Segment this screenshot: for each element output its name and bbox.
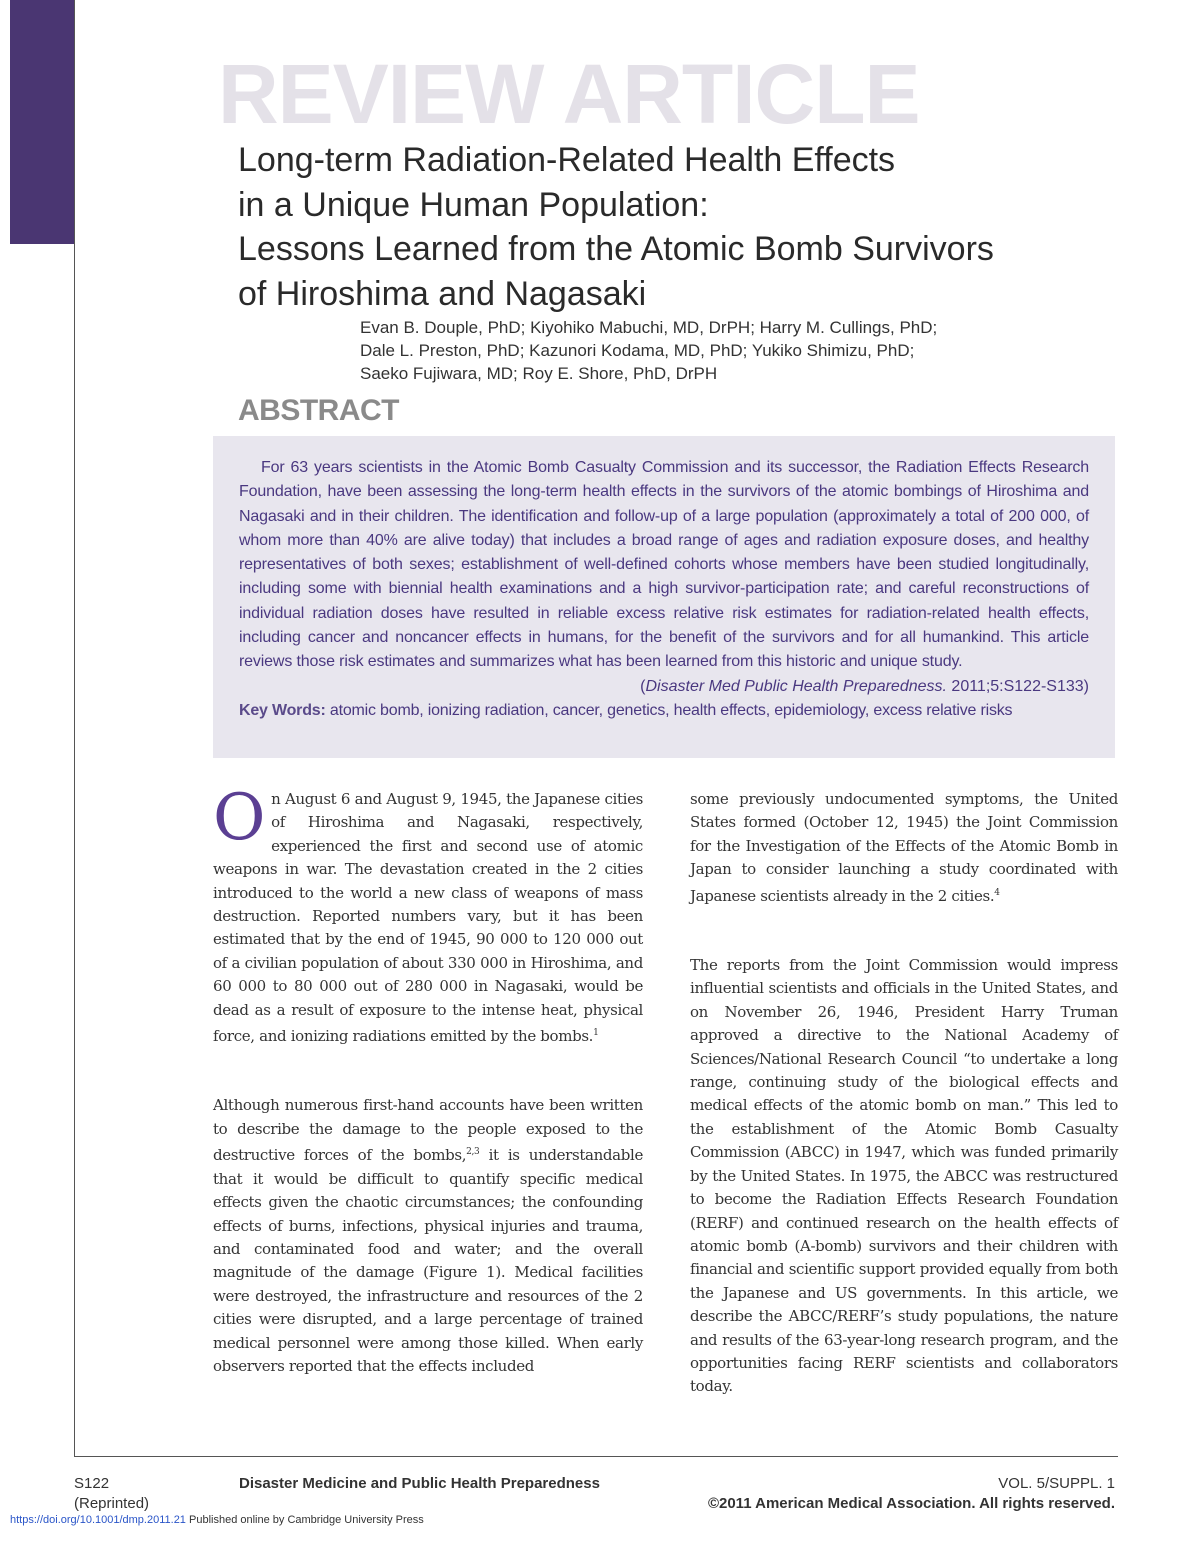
abstract-citation	[239, 675, 1089, 699]
paragraph-text: it is understandable that it would be difficult to quantify specific medical effects given the chaotic circumstances; the confounding effects of burns, infections, physical injuries and trauma, and contaminated food and water; and the overall magnitude of the damage (Figure 1). Medical facilities were destroyed, the infrastructure and resources of the 2 cities were disrupted, and a large percentage of trained medical personnel were among those killed. When early observers reported that the effects included	[213, 1146, 643, 1375]
author-list	[360, 316, 1120, 385]
footer-copyright: ©2011 American Medical Association. All rights reserved.	[707, 1495, 1115, 1512]
footer-journal-name: Disaster Medicine and Public Health Preparedness	[239, 1475, 600, 1492]
title-line: Lessons Learned from the Atomic Bomb Survivors	[238, 230, 994, 268]
citation-details: 2011;5:S122-S133)	[946, 677, 1089, 695]
keywords-label: Key Words:	[239, 701, 326, 719]
reference-superscript[interactable]: 4	[994, 887, 1000, 898]
bottom-rule	[74, 1456, 1118, 1457]
author-line: Dale L. Preston, PhD; Kazunori Kodama, MD, PhD; Yukiko Shimizu, PhD;	[360, 341, 915, 360]
body-paragraph	[690, 788, 1118, 908]
title-line: of Hiroshima and Nagasaki	[238, 274, 647, 313]
body-paragraph	[213, 781, 643, 1048]
body-column-right	[690, 788, 1118, 1399]
paragraph-text: Although numerous first-hand accounts have been written to describe the damage to the people exposed to the destructive forces of the bombs,	[213, 1096, 643, 1165]
paragraph-text: n August 6 and August 9, 1945, the Japanese cities of Hiroshima and Nagasaki, respectively, experienced the first and second use of atomic weapons in war. The devastation created in the 2 cities introduced to the world a new class of weapons of mass destruction. Reported numbers vary, but it has been estimated that by the end of 1945, 90 000 to 120 000 out of a civilian population of about 330 000 in Hiroshima, and 60 000 to 80 000 out of 280 000 in Nagasaki, would be dead as a result of exposure to the intense heat, physical force, and ionizing radiations emitted by the bombs.	[213, 790, 643, 1046]
author-line: Saeko Fujiwara, MD; Roy E. Shore, PhD, DrPH	[360, 364, 718, 383]
article-type-watermark: REVIEW ARTICLE	[218, 47, 920, 141]
published-online-note: Published online by Cambridge University Press	[185, 1514, 424, 1526]
reference-superscript[interactable]: 2,3	[466, 1147, 480, 1158]
keywords	[239, 699, 1089, 723]
abstract-text: For 63 years scientists in the Atomic Bomb Casualty Commission and its successor, the Radiation Effects Research Foundation, have been assessing the long-term health effects in the survivors of the atomic bombings of Hiroshima and Nagasaki and in their children. The identification and follow-up of a large population (approximately a total of 200 000, of whom more than 40% are alive today) that includes a broad range of ages and radiation exposure doses, and healthy representatives of both sexes; establishment of well-defined cohorts whose members have been studied longitudinally, including some with biennial health examinations and a high survivor-participation rate; and careful reconstructions of individual radiation doses have resulted in reliable excess relative risk estimates for radiation-related health effects, including cancer and noncancer effects in humans, for the benefit of the survivors and for all humankind. This article reviews those risk estimates and summarizes what has been learned from this historic and unique study.	[239, 459, 1089, 671]
keywords-list: atomic bomb, ionizing radiation, cancer, genetics, health effects, epidemiology, excess relative risks	[325, 701, 1013, 719]
doi-link[interactable]: https://doi.org/10.1001/dmp.2011.21	[10, 1514, 186, 1526]
left-rule	[74, 0, 75, 1457]
drop-cap: O	[213, 781, 266, 855]
author-line: Evan B. Douple, PhD; Kiyohiko Mabuchi, MD, DrPH; Harry M. Cullings, PhD;	[360, 318, 938, 337]
paragraph-text: some previously undocumented symptoms, the United States formed (October 12, 1945) the Joint Commission for the Investigation of the Effects of the Atomic Bomb in Japan to consider launching a study coordinated with Japanese scientists already in the 2 cities.	[690, 790, 1118, 905]
abstract-box	[213, 436, 1115, 758]
body-paragraph	[213, 1094, 643, 1378]
citation-open: (	[640, 677, 646, 695]
article-title	[238, 138, 1138, 316]
footer-volume: VOL. 5/SUPPL. 1	[998, 1475, 1115, 1492]
page-number: S122	[74, 1475, 110, 1492]
body-column-left	[213, 781, 643, 1378]
citation-journal: Disaster Med Public Health Preparedness.	[645, 677, 947, 695]
title-line: Long-term Radiation-Related Health Effects	[238, 141, 896, 179]
reprinted-label: (Reprinted)	[74, 1495, 150, 1512]
reference-superscript[interactable]: 1	[593, 1028, 599, 1039]
body-paragraph: The reports from the Joint Commission would impress influential scientists and officials in the United States, and on November 26, 1946, President Harry Truman approved a directive to the National Academy of Sciences/National Research Council “to undertake a long range, continuing study of the biological effects and medical effects of the atomic bomb on man.” This led to the establishment of the Atomic Bomb Casualty Commission (ABCC) in 1947, which was funded primarily by the United States. In 1975, the ABCC was restructured to become the Radiation Effects Research Foundation (RERF) and continued research on the health effects of atomic bomb (A-bomb) survivors and their children with financial and scientific support provided equally from both the Japanese and US governments. In this article, we describe the ABCC/RERF’s study populations, the nature and results of the 63-year-long research program, and the opportunities facing RERF scientists and collaborators today.	[690, 956, 1118, 1396]
title-line: in a Unique Human Population:	[238, 185, 709, 224]
abstract-heading: ABSTRACT	[238, 394, 399, 427]
doi-line	[10, 1514, 424, 1526]
section-color-bar	[10, 0, 74, 244]
